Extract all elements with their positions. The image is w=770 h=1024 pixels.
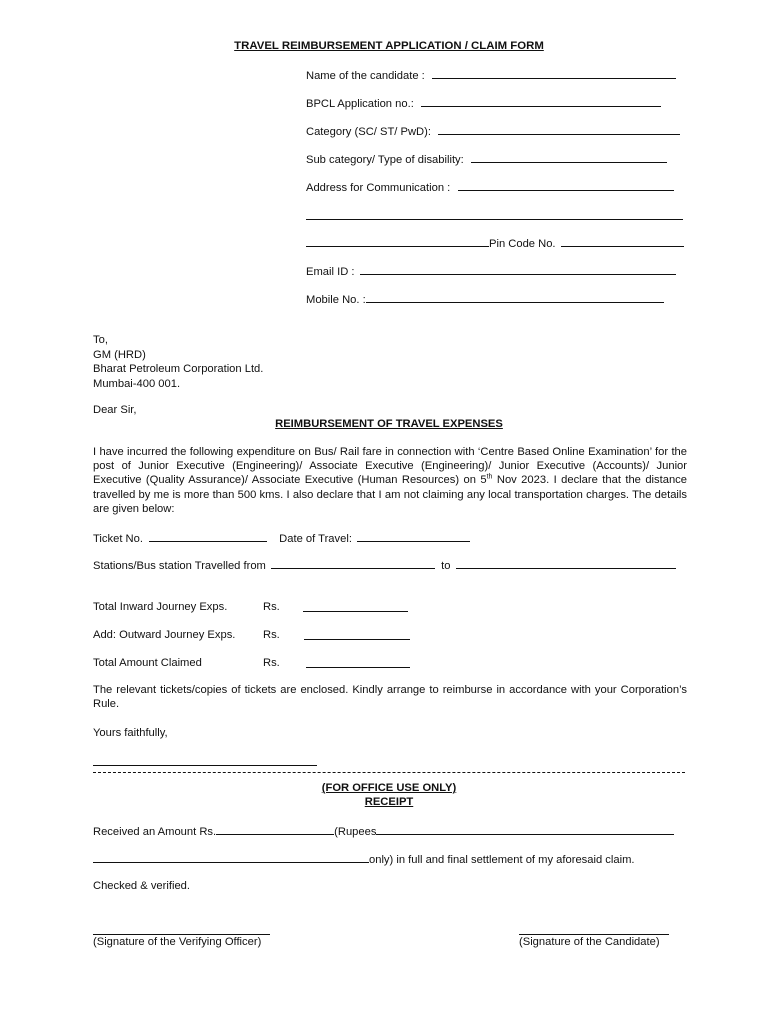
outward-currency: Rs. <box>263 629 280 641</box>
enclosure-paragraph: The relevant tickets/copies of tickets are enclosed. Kindly arrange to reimburse in accordance with your Corporation’s Rule. <box>93 684 687 711</box>
mobile-field <box>306 291 664 307</box>
pin-prefix-line[interactable] <box>306 235 489 247</box>
pin-code-line[interactable] <box>561 235 684 247</box>
inward-amount-line[interactable] <box>303 611 408 612</box>
candidate-name-label: Name of the candidate : <box>306 70 425 82</box>
subcategory-field <box>306 151 667 167</box>
body-paragraph <box>93 445 687 516</box>
addressee-designation: GM (HRD) <box>93 348 146 361</box>
received-row <box>93 823 674 839</box>
stations-to-line[interactable] <box>456 557 676 569</box>
subject-heading: REIMBURSEMENT OF TRAVEL EXPENSES <box>275 418 503 430</box>
stations-row <box>93 557 676 573</box>
candidate-name-field <box>306 67 676 83</box>
ticket-no-line[interactable] <box>149 530 267 542</box>
addressee-city: Mumbai-400 001. <box>93 377 181 390</box>
date-of-travel-label: Date of Travel: <box>279 533 352 545</box>
candidate-signature-label: (Signature of the Candidate) <box>519 936 660 948</box>
mobile-line[interactable] <box>366 291 664 303</box>
body-superscript: th <box>486 473 493 481</box>
category-line[interactable] <box>438 123 680 135</box>
candidate-name-line[interactable] <box>432 67 676 79</box>
email-line[interactable] <box>360 263 676 275</box>
ticket-no-label: Ticket No. <box>93 533 143 545</box>
total-amount-line[interactable] <box>306 667 410 668</box>
subcategory-label: Sub category/ Type of disability: <box>306 154 464 166</box>
rupees-label: (Rupees <box>334 826 377 838</box>
checked-verified: Checked & verified. <box>93 880 191 892</box>
body-part-2: Nov 2023. I declare that the distance travelled by me is more than 500 kms. I also declare that I am not claiming any local transportation charges. The details are given below: <box>93 474 688 515</box>
office-use-heading: (FOR OFFICE USE ONLY) <box>321 782 457 794</box>
rupees-words-line[interactable] <box>93 851 369 863</box>
officer-signature-label: (Signature of the Verifying Officer) <box>93 936 262 948</box>
pin-code-field <box>306 235 684 251</box>
form-title: TRAVEL REIMBURSEMENT APPLICATION / CLAIM FORM <box>234 40 544 52</box>
mobile-label: Mobile No. : <box>306 294 366 306</box>
address-field <box>306 179 674 195</box>
received-amount-line[interactable] <box>216 823 334 835</box>
stations-from-label: Stations/Bus station Travelled from <box>93 560 266 572</box>
ticket-row <box>93 530 470 546</box>
outward-label: Add: Outward Journey Exps. <box>93 629 236 641</box>
bpcl-application-field <box>306 95 661 111</box>
category-label: Category (SC/ ST/ PwD): <box>306 126 431 138</box>
settlement-text: only) in full and final settlement of my aforesaid claim. <box>369 854 635 866</box>
received-amount-label: Received an Amount Rs. <box>93 826 217 838</box>
body-part-1: I have incurred the following expenditure on Bus/ Rail fare in connection with ‘Centre Based Online Examination’ for the post of Junior Executive (Engineering)/ Associate Executive (Engineering)/ Junior Executive (Accounts)/ Junior Executive (Quality Assurance)/ Associate Executive (Human Resources) on 5 <box>93 446 687 487</box>
address-line[interactable] <box>458 179 674 191</box>
settlement-row <box>93 851 635 867</box>
inward-currency: Rs. <box>263 601 280 613</box>
office-use-divider <box>93 772 685 773</box>
salutation: Dear Sir, <box>93 404 137 416</box>
bpcl-application-line[interactable] <box>421 95 661 107</box>
subcategory-line[interactable] <box>471 151 667 163</box>
addressee-company: Bharat Petroleum Corporation Ltd. <box>93 363 264 375</box>
total-currency: Rs. <box>263 657 280 669</box>
stations-to-label: to <box>441 560 451 572</box>
inward-label: Total Inward Journey Exps. <box>93 601 228 613</box>
date-of-travel-line[interactable] <box>357 530 470 542</box>
rupees-line[interactable] <box>376 823 674 835</box>
bpcl-application-label: BPCL Application no.: <box>306 98 414 110</box>
stations-from-line[interactable] <box>271 557 435 569</box>
pin-code-label: Pin Code No. <box>489 238 556 250</box>
category-field <box>306 123 680 139</box>
address-label: Address for Communication : <box>306 182 451 194</box>
receipt-heading: RECEIPT <box>364 796 414 808</box>
closing: Yours faithfully, <box>93 727 168 739</box>
email-label: Email ID : <box>306 266 355 278</box>
addressee-block <box>93 333 263 391</box>
email-field <box>306 263 676 279</box>
total-label: Total Amount Claimed <box>93 657 202 669</box>
address-line-2[interactable] <box>306 219 683 220</box>
outward-amount-line[interactable] <box>304 639 410 640</box>
addressee-to: To, <box>93 334 108 346</box>
applicant-signature-line[interactable] <box>93 765 317 766</box>
